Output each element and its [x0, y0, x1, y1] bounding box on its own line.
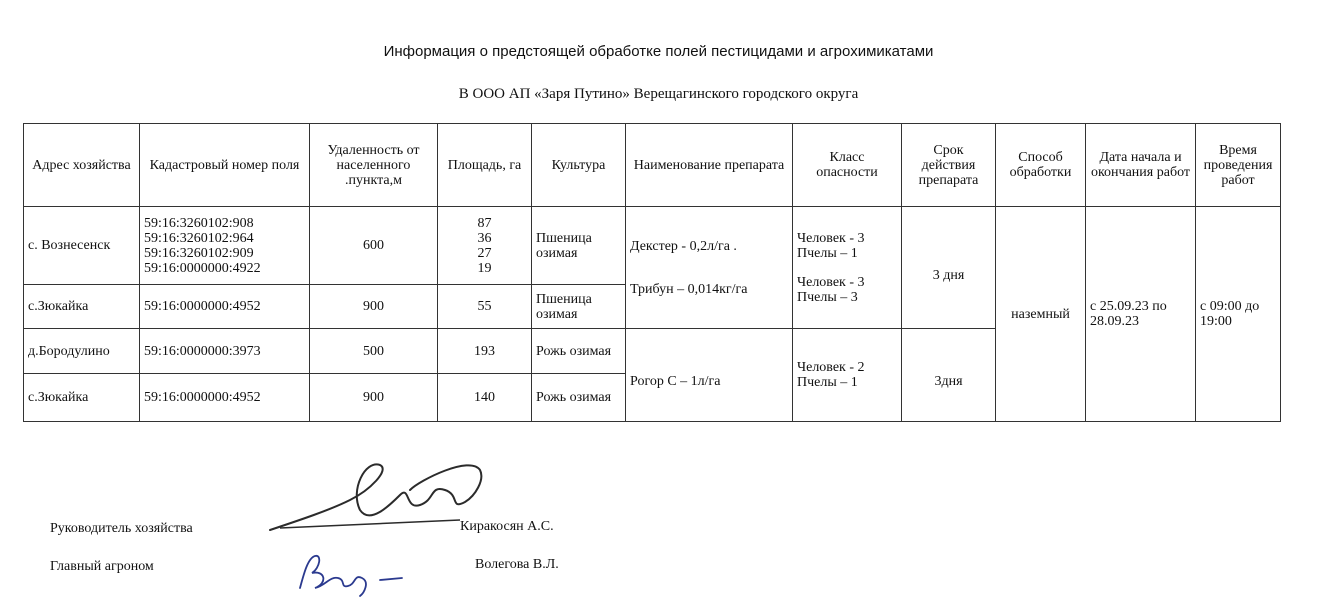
cadastral-number: 59:16:3260102:909: [144, 245, 254, 261]
hazard-line: Пчелы – 1: [797, 245, 858, 261]
cadastral-cell: 59:16:0000000:3973: [140, 329, 310, 374]
address-cell: с.Зюкайка: [24, 374, 140, 422]
address-cell: с.Зюкайка: [24, 285, 140, 329]
preparation-cell: [626, 207, 793, 329]
hazard-line: Человек - 3: [797, 274, 865, 290]
area-value: 36: [477, 230, 492, 246]
column-header: Кадастровый номер поля: [140, 124, 310, 207]
agronomist-title: Главный агроном: [50, 559, 154, 574]
column-header: Культура: [532, 124, 626, 207]
hazard-line: Человек - 3: [797, 230, 865, 246]
validity-cell: 3 дня: [902, 207, 996, 329]
distance-cell: 500: [310, 329, 438, 374]
validity-cell: 3дня: [902, 329, 996, 422]
cadastral-number: 59:16:0000000:4922: [144, 260, 261, 276]
agronomist-signature: [290, 548, 420, 598]
column-header: Удаленность от населенного .пункта,м: [310, 124, 438, 207]
address-cell: д.Бородулино: [24, 329, 140, 374]
crop-cell: Рожь озимая: [532, 329, 626, 374]
table-row: [24, 207, 1281, 285]
crop-cell: Пшеница озимая: [532, 285, 626, 329]
crop-cell: Рожь озимая: [532, 374, 626, 422]
address-cell: с. Вознесенск: [24, 207, 140, 285]
distance-cell: 900: [310, 285, 438, 329]
area-value: 27: [477, 245, 492, 261]
area-cell: [438, 207, 532, 285]
time-cell: с 09:00 до 19:00: [1196, 207, 1281, 422]
treatment-table: [23, 123, 1281, 422]
document-subtitle: В ООО АП «Заря Путино» Верещагинского городского округа: [458, 86, 859, 102]
column-header: Время проведения работ: [1196, 124, 1281, 207]
column-header: Адрес хозяйства: [24, 124, 140, 207]
head-title: Руководитель хозяйства: [50, 521, 193, 536]
preparation-name: Декстер - 0,2л/га .: [630, 238, 737, 254]
column-header: Класс опасности: [793, 124, 902, 207]
hazard-cell: [793, 207, 902, 329]
method-cell: наземный: [996, 207, 1086, 422]
area-value: 87: [477, 215, 492, 231]
distance-cell: 600: [310, 207, 438, 285]
hazard-line: Пчелы – 3: [797, 289, 858, 305]
cadastral-cell: [140, 207, 310, 285]
cadastral-cell: 59:16:0000000:4952: [140, 374, 310, 422]
crop-cell: Пшеница озимая: [532, 207, 626, 285]
table-header-row: [24, 124, 1281, 207]
cadastral-number: 59:16:3260102:964: [144, 230, 254, 246]
column-header: Площадь, га: [438, 124, 532, 207]
dates-cell: с 25.09.23 по 28.09.23: [1086, 207, 1196, 422]
agronomist-name: Волегова В.Л.: [475, 557, 559, 572]
document-title: Информация о предстоящей обработке полей пестицидами и агрохимикатами: [383, 43, 934, 60]
column-header: Способ обработки: [996, 124, 1086, 207]
hazard-line: Пчелы – 1: [797, 375, 858, 390]
distance-cell: 900: [310, 374, 438, 422]
head-signature: [260, 450, 500, 550]
head-name: Киракосян А.С.: [460, 519, 554, 534]
column-header: Дата начала и окончания работ: [1086, 124, 1196, 207]
preparation-cell: Рогор С – 1л/га: [626, 329, 793, 422]
column-header: Срок действия препарата: [902, 124, 996, 207]
area-cell: 193: [438, 329, 532, 374]
preparation-name: Трибун – 0,014кг/га: [630, 281, 748, 297]
cadastral-cell: 59:16:0000000:4952: [140, 285, 310, 329]
area-cell: 140: [438, 374, 532, 422]
hazard-cell: [793, 329, 902, 422]
hazard-line: Человек - 2: [797, 360, 865, 375]
column-header: Наименование препарата: [626, 124, 793, 207]
cadastral-number: 59:16:3260102:908: [144, 215, 254, 231]
area-value: 19: [477, 260, 492, 276]
area-cell: 55: [438, 285, 532, 329]
